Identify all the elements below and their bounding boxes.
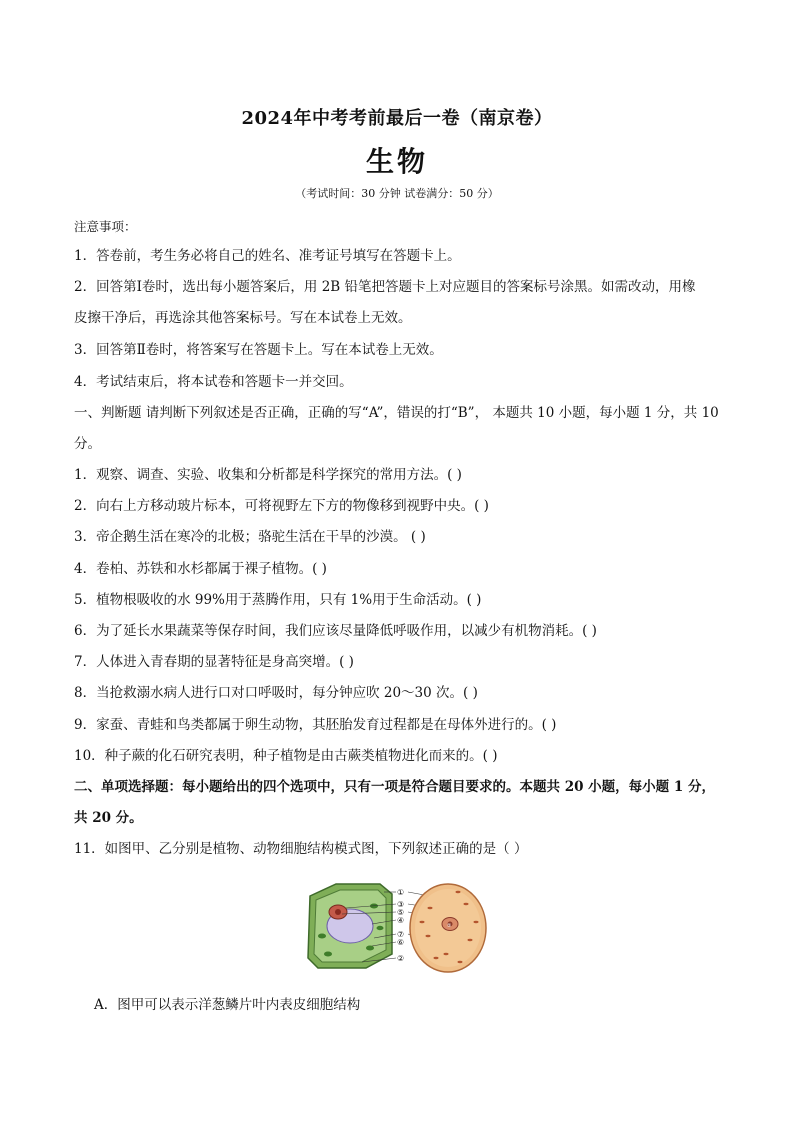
note-item: 4．考试结束后，将本试卷和答题卡一并交回。 (74, 374, 353, 390)
question-6: 6．为了延长水果蔬菜等保存时间，我们应该尽量降低呼吸作用，以减少有机物消耗。( ) (74, 623, 597, 639)
section1-heading: 一、判断题 请判断下列叙述是否正确，正确的写“A”，错误的打“B”， 本题共 10 小题，每小题 1 分，共 10 (74, 405, 719, 421)
note-item: 1．答卷前，考生务必将自己的姓名、准考证号填写在答题卡上。 (74, 248, 461, 264)
label-1: ① (397, 888, 405, 897)
figure-labels (397, 888, 404, 963)
question-4: 4．卷柏、苏铁和水杉都属于裸子植物。( ) (74, 561, 327, 577)
question-5: 5．植物根吸收的水 99%用于蒸腾作用，只有 1%用于生命活动。( ) (74, 592, 482, 608)
exam-info: （考试时间：30 分钟 试卷满分：50 分） (295, 187, 499, 200)
section2-heading: 二、单项选择题：每小题给出的四个选项中，只有一项是符合题目要求的。本题共 20 小题，每小题 1 分， (74, 779, 715, 795)
question-1: 1．观察、调查、实验、收集和分析都是科学探究的常用方法。( ) (74, 467, 462, 483)
question-9: 9．家蚕、青蛙和鸟类都属于卵生动物，其胚胎发育过程都是在母体外进行的。( ) (74, 717, 557, 733)
note-item: 3．回答第Ⅱ卷时，将答案写在答题卡上。写在本试卷上无效。 (74, 342, 443, 358)
nucleus-label: ⑤ (447, 923, 452, 929)
subject-title: 生物 (365, 145, 428, 178)
label-7: ⑦ (397, 930, 405, 939)
notes-heading: 注意事项： (74, 219, 137, 234)
animal-cell (410, 884, 486, 972)
note-item: 2．回答第Ⅰ卷时，选出每小题答案后，用 2B 铅笔把答题卡上对应题目的答案标号涂黑。如需改动，用橡 (74, 279, 696, 295)
section2-heading-cont: 共 20 分。 (74, 810, 143, 826)
label-4: ④ (397, 916, 405, 925)
question-10: 10．种子蕨的化石研究表明，种子植物是由古蕨类植物进化而来的。( ) (74, 748, 498, 764)
exam-title: 2024年中考考前最后一卷（南京卷） (241, 108, 553, 129)
label-2: ② (397, 954, 405, 963)
question-3: 3．帝企鹅生活在寒冷的北极；骆驼生活在干旱的沙漠。 ( ) (74, 529, 426, 545)
question-8: 8．当抢救溺水病人进行口对口呼吸时，每分钟应吹 20～30 次。( ) (74, 685, 478, 701)
cell-diagram-figure (300, 878, 500, 974)
section1-heading-cont: 分。 (74, 436, 101, 452)
label-3: ③ (397, 900, 405, 909)
label-6: ⑥ (397, 938, 405, 947)
note-item: 皮擦干净后，再选涂其他答案标号。写在本试卷上无效。 (74, 310, 412, 326)
plant-cell (308, 884, 392, 968)
label-5: ⑤ (397, 908, 405, 917)
question-2: 2．向右上方移动玻片标本，可将视野左下方的物像移到视野中央。( ) (74, 498, 489, 514)
question-11-option-a: A．图甲可以表示洋葱鳞片叶内表皮细胞结构 (94, 997, 361, 1013)
question-11: 11．如图甲、乙分别是植物、动物细胞结构模式图，下列叙述正确的是（ ） (74, 841, 528, 857)
question-7: 7．人体进入青春期的显著特征是身高突增。( ) (74, 654, 354, 670)
